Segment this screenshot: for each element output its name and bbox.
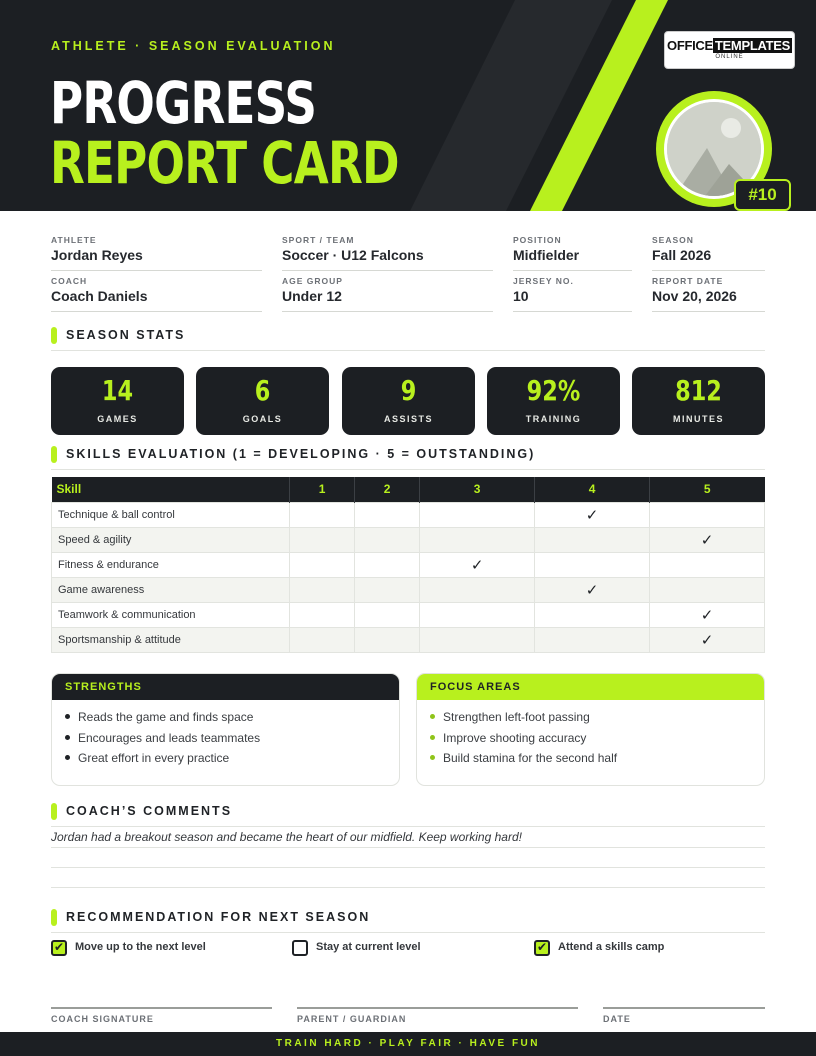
stat-assists (342, 367, 475, 435)
signature-coach[interactable] (51, 1007, 272, 1027)
field-team[interactable] (282, 235, 493, 271)
skill-name: Teamwork & communication (52, 602, 290, 627)
rating-cell-4[interactable] (535, 552, 650, 577)
field-value: Coach Daniels (51, 288, 148, 304)
section-accent-bar (51, 803, 57, 820)
rating-cell-1[interactable] (290, 527, 355, 552)
rating-cell-1[interactable] (290, 602, 355, 627)
table-row (52, 577, 765, 602)
field-label: POSITION (513, 235, 562, 245)
rating-cell-4[interactable] (535, 502, 650, 527)
col-header-skill: Skill (52, 477, 290, 502)
bullet-icon (430, 755, 435, 760)
rating-cell-2[interactable] (355, 552, 420, 577)
signature-label: PARENT / GUARDIAN (297, 1014, 407, 1024)
stat-minutes (632, 367, 765, 435)
skills-table (51, 477, 765, 653)
rating-cell-1[interactable] (290, 552, 355, 577)
section-accent-bar (51, 327, 57, 344)
check-icon: ✓ (700, 606, 714, 624)
section-accent-bar (51, 446, 57, 463)
rating-cell-3[interactable] (420, 577, 535, 602)
rating-cell-5[interactable] (650, 627, 765, 652)
section-title: COACH’S COMMENTS (66, 804, 233, 818)
signature-parent[interactable] (297, 1007, 578, 1027)
stat-games (51, 367, 184, 435)
rating-cell-5[interactable] (650, 577, 765, 602)
field-value: Soccer · U12 Falcons (282, 247, 424, 263)
col-header-1: 1 (290, 477, 355, 502)
rating-cell-2[interactable] (355, 602, 420, 627)
signature-label: DATE (603, 1014, 631, 1024)
rating-cell-3[interactable] (420, 502, 535, 527)
field-athlete[interactable] (51, 235, 262, 271)
title-line-1: PROGRESS (50, 69, 317, 137)
stat-value: 9 (400, 374, 417, 407)
checkbox-label: Move up to the next level (75, 941, 206, 953)
signature-date[interactable] (603, 1007, 765, 1027)
section-season-stats (51, 327, 765, 351)
section-comments (51, 803, 765, 827)
rating-cell-3[interactable] (420, 627, 535, 652)
focus-heading: FOCUS AREAS (417, 674, 764, 700)
skills-header-row (52, 477, 765, 502)
list-item: Encourages and leads teammates (65, 729, 399, 750)
list-item: Build stamina for the second half (430, 749, 764, 770)
logo (664, 31, 795, 69)
field-report-date[interactable] (652, 276, 765, 312)
field-value: Jordan Reyes (51, 247, 143, 263)
strengths-heading: STRENGTHS (52, 674, 399, 700)
logo-text-office: OFFICE (667, 38, 713, 53)
check-icon: ✓ (585, 581, 599, 599)
list-item: Strengthen left-foot passing (430, 708, 764, 729)
field-position[interactable] (513, 235, 632, 271)
list-item: Improve shooting accuracy (430, 729, 764, 750)
field-value: Midfielder (513, 247, 580, 263)
col-header-4: 4 (535, 477, 650, 502)
focus-list (417, 708, 764, 770)
section-title: SEASON STATS (66, 328, 186, 342)
rating-cell-2[interactable] (355, 502, 420, 527)
rating-cell-3[interactable] (420, 602, 535, 627)
field-label: SEASON (652, 235, 694, 245)
field-label: JERSEY NO. (513, 276, 574, 286)
strengths-card (51, 673, 400, 786)
section-skills (51, 446, 765, 470)
table-row (52, 602, 765, 627)
checkbox[interactable] (534, 940, 550, 956)
rating-cell-2[interactable] (355, 577, 420, 602)
bullet-icon (65, 714, 70, 719)
rating-cell-1[interactable] (290, 502, 355, 527)
section-accent-bar (51, 909, 57, 926)
table-row (52, 527, 765, 552)
list-item: Reads the game and finds space (65, 708, 399, 729)
checkbox-label: Stay at current level (316, 941, 421, 953)
bullet-icon (430, 714, 435, 719)
stat-goals (196, 367, 329, 435)
check-icon: ✓ (585, 506, 599, 524)
stat-label: ASSISTS (383, 414, 433, 424)
strengths-list (52, 708, 399, 770)
section-title: SKILLS EVALUATION (1 = DEVELOPING · 5 = OUTSTANDING) (66, 447, 536, 461)
skill-name: Technique & ball control (52, 502, 290, 527)
table-row (52, 552, 765, 577)
stat-value: 92% (526, 374, 581, 407)
field-value: Nov 20, 2026 (652, 288, 737, 304)
coach-comment-text[interactable]: Jordan had a breakout season and became the heart of our midfield. Keep working hard! (51, 830, 522, 844)
bullet-icon (65, 755, 70, 760)
checkbox[interactable] (292, 940, 308, 956)
rating-cell-5[interactable] (650, 602, 765, 627)
rating-cell-5[interactable] (650, 552, 765, 577)
field-label: SPORT / TEAM (282, 235, 355, 245)
list-item: Great effort in every practice (65, 749, 399, 770)
logo-text-templates: TEMPLATES (714, 38, 790, 53)
skill-name: Sportsmanship & attitude (52, 627, 290, 652)
rating-cell-1[interactable] (290, 627, 355, 652)
signature-label: COACH SIGNATURE (51, 1014, 154, 1024)
check-icon: ✓ (470, 556, 484, 574)
field-coach[interactable] (51, 276, 262, 312)
focus-areas-card (416, 673, 765, 786)
col-header-5: 5 (650, 477, 765, 502)
rating-cell-2[interactable] (355, 527, 420, 552)
title-line-2: REPORT CARD (50, 129, 399, 197)
stat-value: 812 (675, 374, 722, 407)
skill-name: Fitness & endurance (52, 552, 290, 577)
stat-training (487, 367, 620, 435)
check-icon: ✓ (700, 531, 714, 549)
jersey-badge: #10 (734, 179, 791, 211)
bullet-icon (65, 735, 70, 740)
rating-cell-4[interactable] (535, 527, 650, 552)
rating-cell-4[interactable] (535, 602, 650, 627)
bullet-icon (430, 735, 435, 740)
stat-label: GAMES (97, 414, 138, 424)
comment-line (51, 848, 765, 868)
rating-cell-4[interactable] (535, 577, 650, 602)
field-value: 10 (513, 288, 529, 304)
stat-value: 14 (101, 374, 134, 407)
col-header-2: 2 (355, 477, 420, 502)
rating-cell-3[interactable] (420, 552, 535, 577)
rating-cell-3[interactable] (420, 527, 535, 552)
field-value: Under 12 (282, 288, 342, 304)
rating-cell-1[interactable] (290, 577, 355, 602)
field-season[interactable] (652, 235, 765, 271)
section-title: RECOMMENDATION FOR NEXT SEASON (66, 910, 371, 924)
header-banner (0, 0, 816, 211)
field-value: Fall 2026 (652, 247, 712, 263)
checkbox-label: Attend a skills camp (558, 941, 665, 953)
checkbox[interactable] (51, 940, 67, 956)
field-label: REPORT DATE (652, 276, 724, 286)
logo-subtext: ONLINE (715, 54, 744, 60)
field-label: ATHLETE (51, 235, 97, 245)
rating-cell-4[interactable] (535, 627, 650, 652)
field-age-group[interactable] (282, 276, 493, 312)
rating-cell-5[interactable] (650, 527, 765, 552)
footer-banner: TRAIN HARD · PLAY FAIR · HAVE FUN (0, 1032, 816, 1056)
comment-line (51, 868, 765, 888)
header-kicker: ATHLETE · SEASON EVALUATION (51, 39, 336, 53)
table-row (52, 502, 765, 527)
rating-cell-2[interactable] (355, 627, 420, 652)
section-recommendation (51, 909, 765, 933)
stat-label: GOALS (242, 414, 283, 424)
stat-value: 6 (254, 374, 271, 407)
stat-label: TRAINING (525, 414, 582, 424)
check-icon: ✓ (700, 631, 714, 649)
dark-stripe (410, 0, 612, 211)
col-header-3: 3 (420, 477, 535, 502)
rating-cell-5[interactable] (650, 502, 765, 527)
stat-label: MINUTES (673, 414, 724, 424)
skill-name: Game awareness (52, 577, 290, 602)
field-label: COACH (51, 276, 88, 286)
table-row (52, 627, 765, 652)
field-label: AGE GROUP (282, 276, 343, 286)
field-jersey[interactable] (513, 276, 632, 312)
skill-name: Speed & agility (52, 527, 290, 552)
